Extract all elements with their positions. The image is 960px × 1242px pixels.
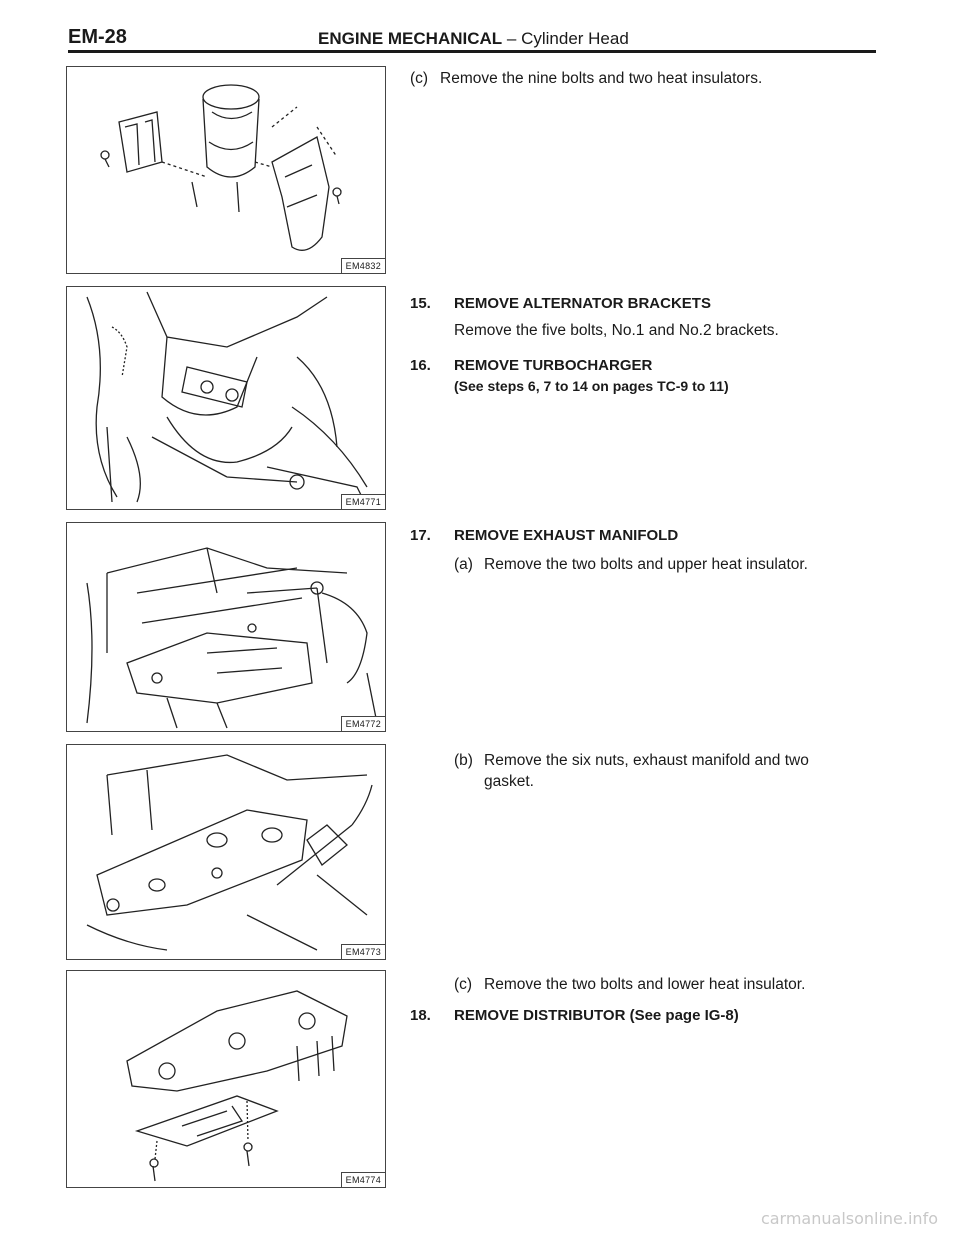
section-title: ENGINE MECHANICAL xyxy=(318,29,503,48)
step-17 xyxy=(410,526,880,575)
step-label: (a) xyxy=(454,556,473,573)
watermark: carmanualsonline.info xyxy=(760,1209,938,1228)
step-title: REMOVE EXHAUST MANIFOLD xyxy=(454,527,679,544)
step-heading xyxy=(410,526,880,546)
page-code: EM-28 xyxy=(68,26,127,48)
step-heading xyxy=(410,294,880,314)
step-15 xyxy=(410,294,880,341)
step-note: (See steps 6, 7 to 14 on pages TC-9 to 11) xyxy=(454,378,729,394)
figure-code: EM4774 xyxy=(341,1172,385,1187)
alternator-bracket-illustration xyxy=(67,287,385,509)
figure-exhaust-manifold xyxy=(66,744,386,960)
figure-alternator-brackets xyxy=(66,286,386,510)
figure-lower-heat-insulator xyxy=(66,970,386,1188)
figure-code: EM4832 xyxy=(341,258,385,273)
lower-insulator-illustration xyxy=(67,971,385,1187)
figure-code: EM4773 xyxy=(341,944,385,959)
step-text: Remove the five bolts, No.1 and No.2 brackets. xyxy=(454,322,779,339)
step-text: Remove the two bolts and upper heat insulator. xyxy=(484,556,808,573)
step-17b xyxy=(454,750,880,792)
step-number: 18. xyxy=(410,1007,431,1024)
step-label: (c) xyxy=(410,70,429,87)
step-label: (b) xyxy=(454,752,473,769)
step-14c xyxy=(410,68,880,89)
figure-code: EM4772 xyxy=(341,716,385,731)
header-title xyxy=(318,29,629,49)
step-label: (c) xyxy=(454,976,473,993)
subsection-title: Cylinder Head xyxy=(521,29,629,48)
upper-insulator-illustration xyxy=(67,523,385,731)
heat-insulator-illustration xyxy=(67,67,385,273)
step-17a xyxy=(454,554,880,575)
title-dash: – xyxy=(502,29,522,48)
step-text-line-2: gasket. xyxy=(484,773,534,790)
step-text: Remove the two bolts and lower heat insulator. xyxy=(484,976,806,993)
step-17c xyxy=(454,974,880,995)
header-rule xyxy=(68,50,876,53)
exhaust-manifold-illustration xyxy=(67,745,385,959)
step-text-line-1: Remove the six nuts, exhaust manifold and two xyxy=(484,752,809,769)
step-title: REMOVE ALTERNATOR BRACKETS xyxy=(454,295,711,312)
step-heading xyxy=(410,356,880,376)
step-title: REMOVE DISTRIBUTOR (See page IG-8) xyxy=(454,1007,739,1024)
step-number: 17. xyxy=(410,527,431,544)
step-18 xyxy=(410,1006,880,1026)
figure-heat-insulators xyxy=(66,66,386,274)
step-title: REMOVE TURBOCHARGER xyxy=(454,357,653,374)
step-text xyxy=(484,750,880,792)
figure-code: EM4771 xyxy=(341,494,385,509)
step-number: 15. xyxy=(410,295,431,312)
figure-upper-heat-insulator xyxy=(66,522,386,732)
step-number: 16. xyxy=(410,357,431,374)
step-text: Remove the nine bolts and two heat insulators. xyxy=(440,70,763,87)
step-16 xyxy=(410,356,880,396)
